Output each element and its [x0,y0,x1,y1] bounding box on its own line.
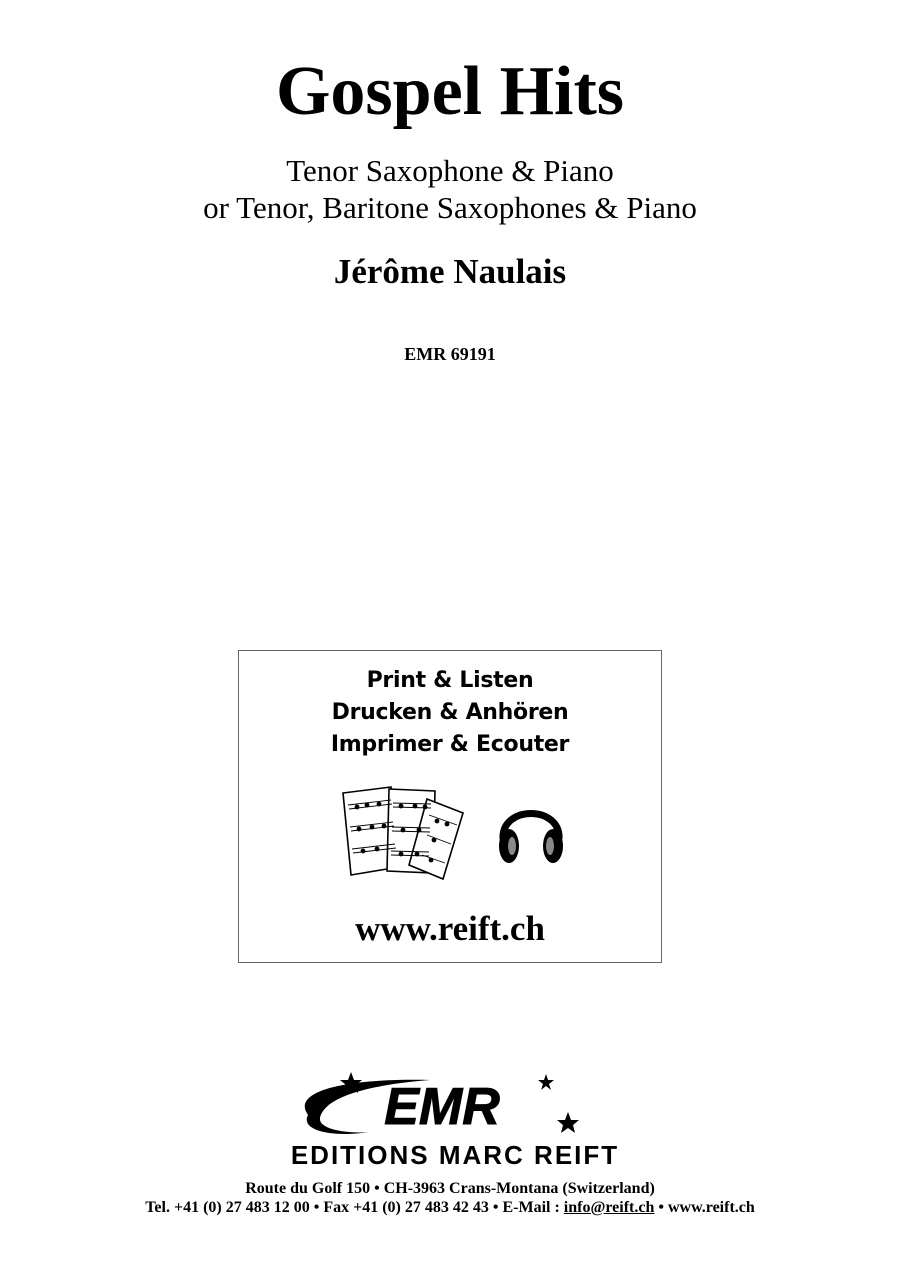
sheet-music-icon [339,783,469,883]
composer-name: Jérôme Naulais [333,252,567,291]
promo-line-french: Imprimer & Ecouter [330,732,570,757]
emr-logo [230,1070,680,1170]
publisher-address: Route du Golf 150 • CH-3963 Crans-Montana (Switzerland) [245,1180,655,1197]
publisher-contact [0,1198,900,1218]
page-title: Gospel Hits [275,53,625,130]
contact-website[interactable]: • www.reift.ch [654,1199,755,1216]
email-link[interactable]: info@reift.ch [563,1199,655,1216]
subtitle-instrumentation: Tenor Saxophone & Piano [286,153,614,188]
catalog-number: EMR 69191 [404,344,496,364]
contact-phone-fax: Tel. +41 (0) 27 483 12 00 • Fax +41 (0) 27 483 42 43 • E-Mail : [145,1199,564,1216]
subtitle-alternate-instrumentation: or Tenor, Baritone Saxophones & Piano [203,190,697,225]
logo-emr-text: EMR [384,1078,500,1136]
promo-line-english: Print & Listen [366,668,534,693]
website-url[interactable]: www.reift.ch [355,909,545,948]
print-listen-box [238,650,662,963]
logo-publisher-name: EDITIONS MARC REIFT [290,1140,620,1170]
promo-line-german: Drucken & Anhören [331,700,569,725]
headphones-icon [495,791,567,871]
